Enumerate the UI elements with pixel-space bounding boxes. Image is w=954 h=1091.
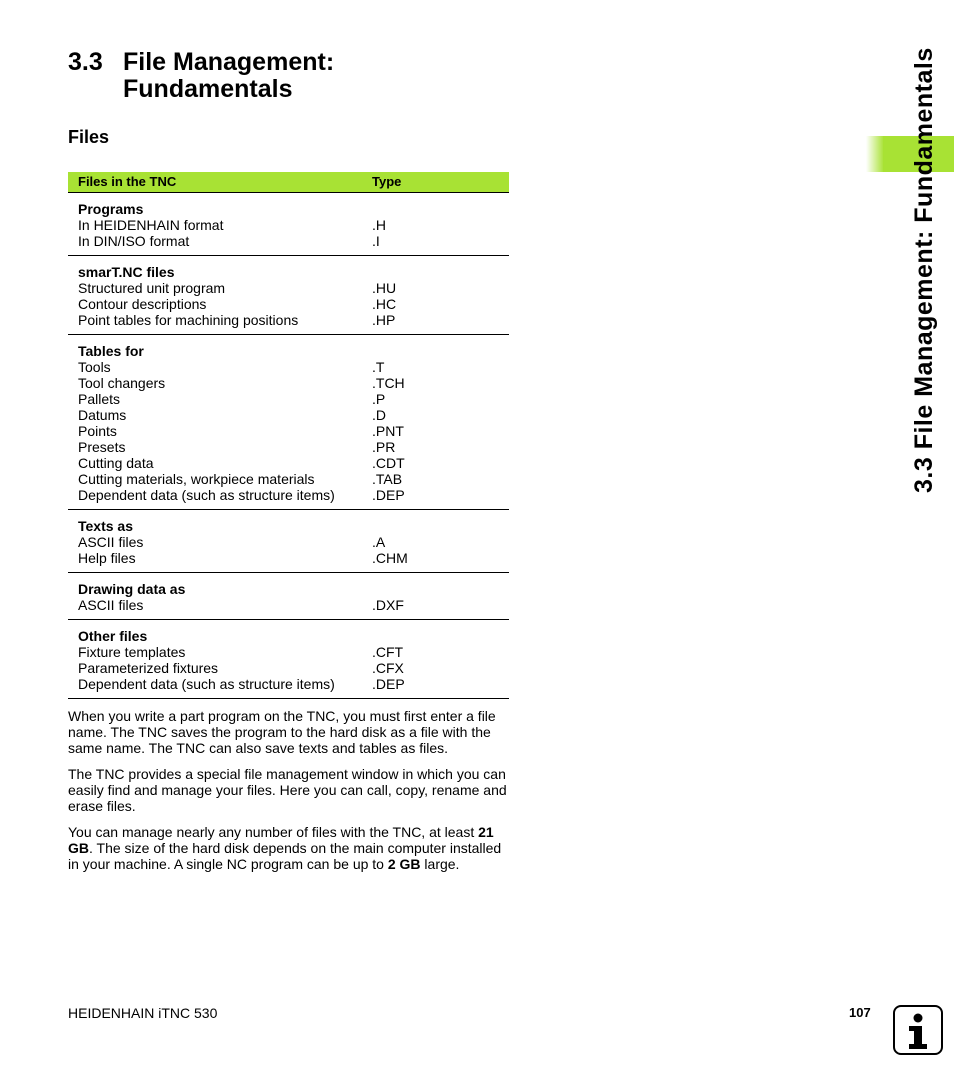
file-description: Contour descriptions xyxy=(78,296,207,312)
file-extension: .DEP xyxy=(372,487,405,503)
paragraph-3-text-c: large. xyxy=(420,856,460,872)
group-title: Drawing data as xyxy=(78,581,186,597)
file-extension: .PNT xyxy=(372,423,404,439)
file-extension: .PR xyxy=(372,439,396,455)
file-types-table xyxy=(68,172,509,699)
paragraph-3-bold-program-size: 2 GB xyxy=(387,856,421,872)
table-row xyxy=(68,233,509,249)
file-description: Cutting data xyxy=(78,455,154,471)
file-extension: .HU xyxy=(372,280,397,296)
file-extension: .HP xyxy=(372,312,396,328)
table-row xyxy=(68,676,509,692)
file-extension: .P xyxy=(372,391,386,407)
file-extension: .DXF xyxy=(372,597,404,613)
table-group xyxy=(68,335,509,510)
file-description: Tools xyxy=(78,359,111,375)
file-description: Points xyxy=(78,423,117,439)
section-number: 3.3 xyxy=(68,48,103,76)
file-extension: .TAB xyxy=(372,471,403,487)
file-extension: .HC xyxy=(372,296,397,312)
group-title: Tables for xyxy=(78,343,144,359)
file-extension: .D xyxy=(372,407,386,423)
table-row xyxy=(68,487,509,503)
file-description: In DIN/ISO format xyxy=(78,233,190,249)
group-title: Texts as xyxy=(78,518,133,534)
paragraph-1: When you write a part program on the TNC, you must first enter a file name. The TNC saves the program to the hard disk as a file with the same name. The TNC can also save texts and tables as files. xyxy=(68,708,496,756)
file-extension: .CFT xyxy=(372,644,404,660)
file-description: Structured unit program xyxy=(78,280,226,296)
table-row xyxy=(68,455,509,471)
paragraph-3-bold-size: 21 GB xyxy=(68,824,494,856)
header-type: Type xyxy=(372,174,402,189)
group-title: Other files xyxy=(78,628,148,644)
table-row xyxy=(68,439,509,455)
title-line-2: Fundamentals xyxy=(123,75,293,103)
table-group xyxy=(68,193,509,256)
file-description: Tool changers xyxy=(78,375,166,391)
group-title: Programs xyxy=(78,201,144,217)
file-description: Dependent data (such as structure items) xyxy=(78,487,335,503)
file-description: Pallets xyxy=(78,391,121,407)
file-description: Datums xyxy=(78,407,127,423)
side-chapter-text: 3.3 File Management: Fundamentals xyxy=(910,47,938,493)
table-row xyxy=(68,296,509,312)
file-extension: .CFX xyxy=(372,660,404,676)
table-row xyxy=(68,597,509,613)
paragraph-3-text-b: . The size of the hard disk depends on the main computer installed in your machine. A single NC program can be up to xyxy=(68,840,502,872)
file-description: ASCII files xyxy=(78,597,144,613)
table-row xyxy=(68,359,509,375)
page-number: 107 xyxy=(849,1005,871,1020)
table-group xyxy=(68,620,509,699)
group-title: smarT.NC files xyxy=(78,264,175,280)
table-group xyxy=(68,256,509,335)
paragraph-3-text-a: You can manage nearly any number of files with the TNC, at least xyxy=(68,824,479,840)
table-header xyxy=(68,172,509,193)
file-extension: .TCH xyxy=(372,375,405,391)
file-description: Parameterized fixtures xyxy=(78,660,219,676)
info-icon xyxy=(893,1005,943,1055)
table-row xyxy=(68,280,509,296)
file-extension: .CDT xyxy=(372,455,405,471)
paragraph-3 xyxy=(68,824,512,872)
table-row xyxy=(68,407,509,423)
side-tab-fade xyxy=(866,136,884,172)
table-row xyxy=(68,471,509,487)
table-row xyxy=(68,550,509,566)
title-line-1: File Management: xyxy=(123,48,335,76)
file-description: Cutting materials, workpiece materials xyxy=(78,471,315,487)
files-subheading: Files xyxy=(68,127,110,147)
file-description: In HEIDENHAIN format xyxy=(78,217,224,233)
file-description: ASCII files xyxy=(78,534,144,550)
file-extension: .CHM xyxy=(372,550,408,566)
file-description: Presets xyxy=(78,439,126,455)
table-row xyxy=(68,217,509,233)
file-extension: .H xyxy=(372,217,386,233)
file-extension: .A xyxy=(372,534,386,550)
table-row xyxy=(68,423,509,439)
table-row xyxy=(68,534,509,550)
table-group xyxy=(68,510,509,573)
file-description: Point tables for machining positions xyxy=(78,312,299,328)
header-files: Files in the TNC xyxy=(78,174,177,189)
table-row xyxy=(68,660,509,676)
footer-product: HEIDENHAIN iTNC 530 xyxy=(68,1005,218,1021)
file-description: Dependent data (such as structure items) xyxy=(78,676,335,692)
file-extension: .I xyxy=(372,233,380,249)
table-group xyxy=(68,573,509,620)
table-row xyxy=(68,375,509,391)
side-chapter-label xyxy=(910,47,938,498)
file-description: Fixture templates xyxy=(78,644,186,660)
table-row xyxy=(68,391,509,407)
table-row xyxy=(68,312,509,328)
file-extension: .DEP xyxy=(372,676,405,692)
page-title xyxy=(68,49,334,103)
file-description: Help files xyxy=(78,550,136,566)
paragraph-2: The TNC provides a special file management window in which you can easily find and manage your files. Here you can call, copy, rename and erase files. xyxy=(68,766,507,814)
table-row xyxy=(68,644,509,660)
file-extension: .T xyxy=(372,359,385,375)
